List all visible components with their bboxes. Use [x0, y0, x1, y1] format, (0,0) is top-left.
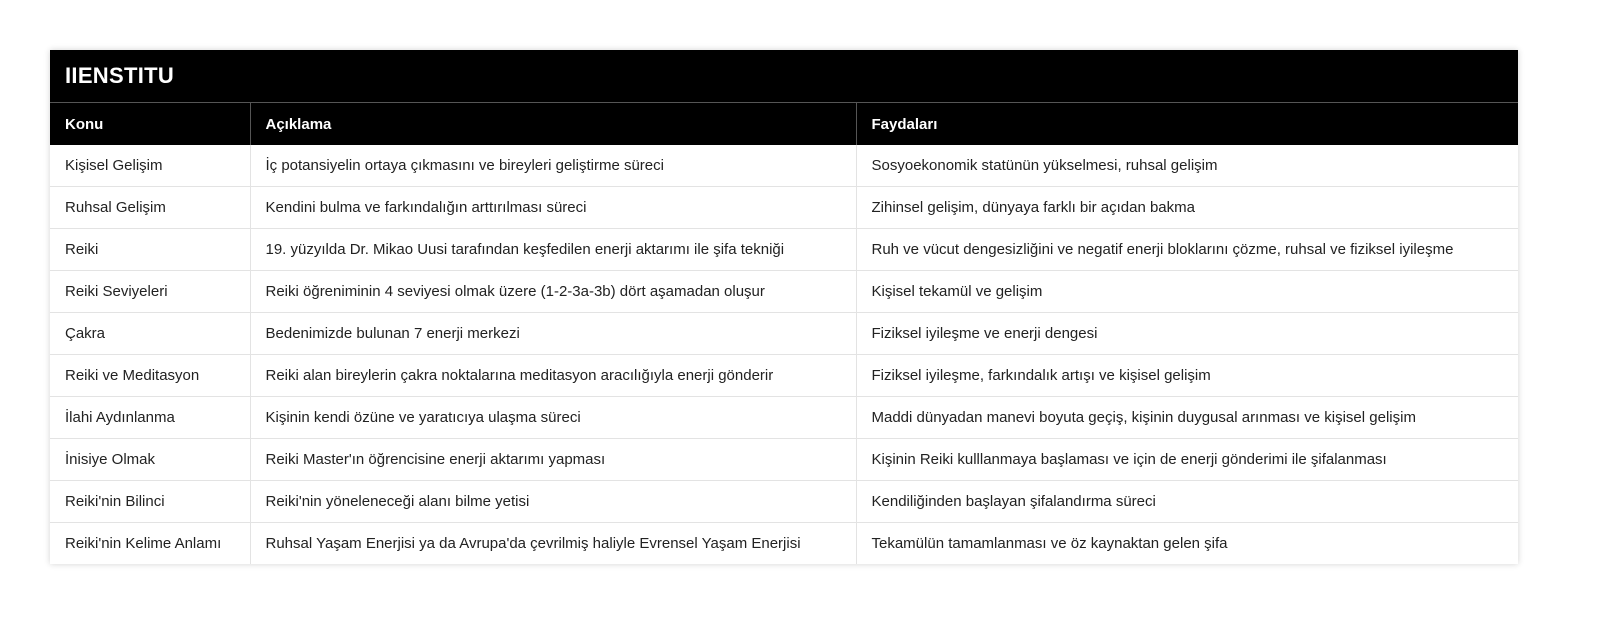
- table-row: [50, 481, 1518, 523]
- cell-aciklama: Kendini bulma ve farkındalığın arttırılması süreci: [250, 187, 856, 229]
- column-header-aciklama: Açıklama: [250, 103, 856, 146]
- table-row: [50, 229, 1518, 271]
- cell-aciklama: Kişinin kendi özüne ve yaratıcıya ulaşma süreci: [250, 397, 856, 439]
- table-brand-title: IIENSTITU: [50, 50, 1518, 103]
- column-header-faydalari: Faydaları: [856, 103, 1518, 146]
- cell-faydalari: Kendiliğinden başlayan şifalandırma süreci: [856, 481, 1518, 523]
- table-row: [50, 145, 1518, 187]
- cell-faydalari: Ruh ve vücut dengesizliğini ve negatif enerji bloklarını çözme, ruhsal ve fiziksel iyileşme: [856, 229, 1518, 271]
- cell-aciklama: İç potansiyelin ortaya çıkmasını ve bireyleri geliştirme süreci: [250, 145, 856, 187]
- column-header-konu: Konu: [50, 103, 250, 146]
- cell-konu: Kişisel Gelişim: [50, 145, 250, 187]
- table-row: [50, 523, 1518, 565]
- cell-konu: Reiki Seviyeleri: [50, 271, 250, 313]
- table-row: [50, 355, 1518, 397]
- cell-aciklama: Reiki'nin yöneleneceği alanı bilme yetisi: [250, 481, 856, 523]
- cell-faydalari: Tekamülün tamamlanması ve öz kaynaktan gelen şifa: [871, 535, 1228, 552]
- cell-konu: Çakra: [50, 313, 250, 355]
- cell-konu: Ruhsal Gelişim: [50, 187, 250, 229]
- cell-konu: Reiki'nin Kelime Anlamı: [50, 523, 250, 565]
- cell-aciklama: Ruhsal Yaşam Enerjisi ya da Avrupa'da çevrilmiş haliyle Evrensel Yaşam Enerjisi: [250, 523, 856, 565]
- table-row: [50, 271, 1518, 313]
- table-row: [50, 187, 1518, 229]
- cell-aciklama: Bedenimizde bulunan 7 enerji merkezi: [250, 313, 856, 355]
- cell-aciklama: Reiki Master'ın öğrencisine enerji aktarımı yapması: [250, 439, 856, 481]
- cell-aciklama: Reiki öğreniminin 4 seviyesi olmak üzere (1-2-3a-3b) dört aşamadan oluşur: [250, 271, 856, 313]
- cell-faydalari: Maddi dünyadan manevi boyuta geçiş, kişinin duygusal arınması ve kişisel gelişim: [856, 397, 1518, 439]
- cell-faydalari: Sosyoekonomik statünün yükselmesi, ruhsal gelişim: [856, 145, 1518, 187]
- cell-aciklama: Reiki alan bireylerin çakra noktalarına meditasyon aracılığıyla enerji gönderir: [250, 355, 856, 397]
- cell-faydalari: Fiziksel iyileşme, farkındalık artışı ve kişisel gelişim: [856, 355, 1518, 397]
- cell-konu: Reiki ve Meditasyon: [50, 355, 250, 397]
- cell-konu: İnisiye Olmak: [50, 439, 250, 481]
- data-table-container: [50, 50, 1518, 564]
- cell-faydalari: Kişinin Reiki kulllanmaya başlaması ve için de enerji gönderimi ile şifalanması: [856, 439, 1518, 481]
- cell-konu: Reiki'nin Bilinci: [50, 481, 250, 523]
- cell-faydalari: Kişisel tekamül ve gelişim: [856, 271, 1518, 313]
- cell-faydalari: Zihinsel gelişim, dünyaya farklı bir açıdan bakma: [856, 187, 1518, 229]
- table-row: [50, 439, 1518, 481]
- table-row: [50, 397, 1518, 439]
- cell-konu: Reiki: [50, 229, 250, 271]
- cell-aciklama: 19. yüzyılda Dr. Mikao Uusi tarafından keşfedilen enerji aktarımı ile şifa tekniği: [250, 229, 856, 271]
- cell-konu: İlahi Aydınlanma: [50, 397, 250, 439]
- table-row: [50, 313, 1518, 355]
- cell-faydalari: Fiziksel iyileşme ve enerji dengesi: [856, 313, 1518, 355]
- data-table: [50, 50, 1518, 564]
